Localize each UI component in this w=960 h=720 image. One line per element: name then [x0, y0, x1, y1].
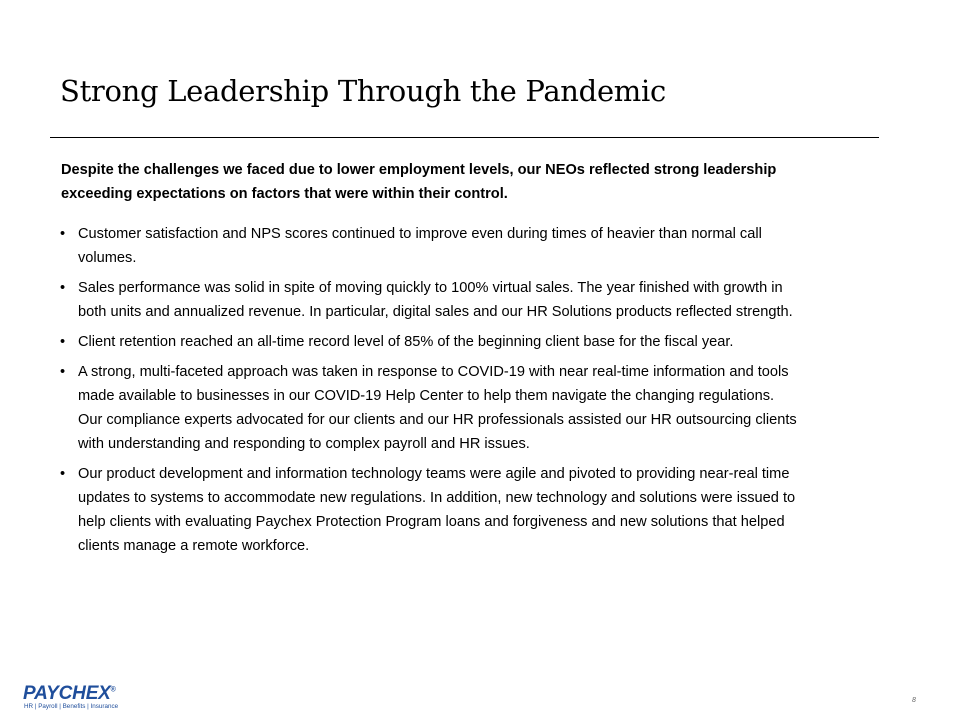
bullet-line: clients manage a remote workforce. — [78, 538, 310, 554]
bullet-icon: • — [60, 334, 66, 350]
bullet-item — [60, 330, 872, 354]
bullet-line: Customer satisfaction and NPS scores continued to improve even during times of heavier than normal call — [78, 226, 762, 242]
bullet-list — [60, 222, 872, 564]
intro-line: exceeding expectations on factors that were within their control. — [61, 186, 508, 202]
bullet-icon: • — [60, 226, 66, 242]
paychex-logo — [23, 683, 153, 715]
bullet-line: updates to systems to accommodate new regulations. In addition, new technology and solutions were issued to — [78, 490, 796, 506]
trademark-symbol: ® — [110, 686, 116, 694]
bullet-line: Our product development and information technology teams were agile and pivoted to providing near-real time — [78, 466, 790, 482]
bullet-line: volumes. — [78, 250, 137, 266]
page-number: 8 — [912, 697, 916, 704]
bullet-line: help clients with evaluating Paychex Protection Program loans and forgiveness and new solutions that helped — [78, 514, 785, 530]
bullet-item — [60, 222, 872, 270]
logo-wordmark — [23, 683, 116, 705]
slide-title: Strong Leadership Through the Pandemic — [60, 74, 666, 108]
bullet-line: made available to businesses in our COVID-19 Help Center to help them navigate the changing regulations. — [78, 388, 775, 404]
bullet-line: with understanding and responding to complex payroll and HR issues. — [78, 436, 530, 452]
bullet-icon: • — [60, 280, 66, 296]
bullet-line: Client retention reached an all-time record level of 85% of the beginning client base for the fiscal year. — [78, 334, 734, 350]
bullet-item — [60, 462, 872, 558]
logo-wordmark-text: PAYCHEX — [23, 683, 111, 704]
bullet-line: Sales performance was solid in spite of moving quickly to 100% virtual sales. The year finished with growth in — [78, 280, 783, 296]
bullet-item — [60, 276, 872, 324]
bullet-item — [60, 360, 872, 456]
title-divider — [50, 137, 879, 138]
bullet-icon: • — [60, 364, 66, 380]
intro-line: Despite the challenges we faced due to lower employment levels, our NEOs reflected strong leadership — [61, 162, 777, 178]
bullet-line: both units and annualized revenue. In particular, digital sales and our HR Solutions products reflected strength. — [78, 304, 793, 320]
bullet-line: Our compliance experts advocated for our clients and our HR professionals assisted our HR outsourcing clients — [78, 412, 797, 428]
bullet-line: A strong, multi-faceted approach was taken in response to COVID-19 with near real-time information and tools — [78, 364, 789, 380]
logo-tagline: HR | Payroll | Benefits | Insurance — [24, 703, 119, 710]
intro-paragraph — [61, 158, 881, 206]
bullet-icon: • — [60, 466, 66, 482]
